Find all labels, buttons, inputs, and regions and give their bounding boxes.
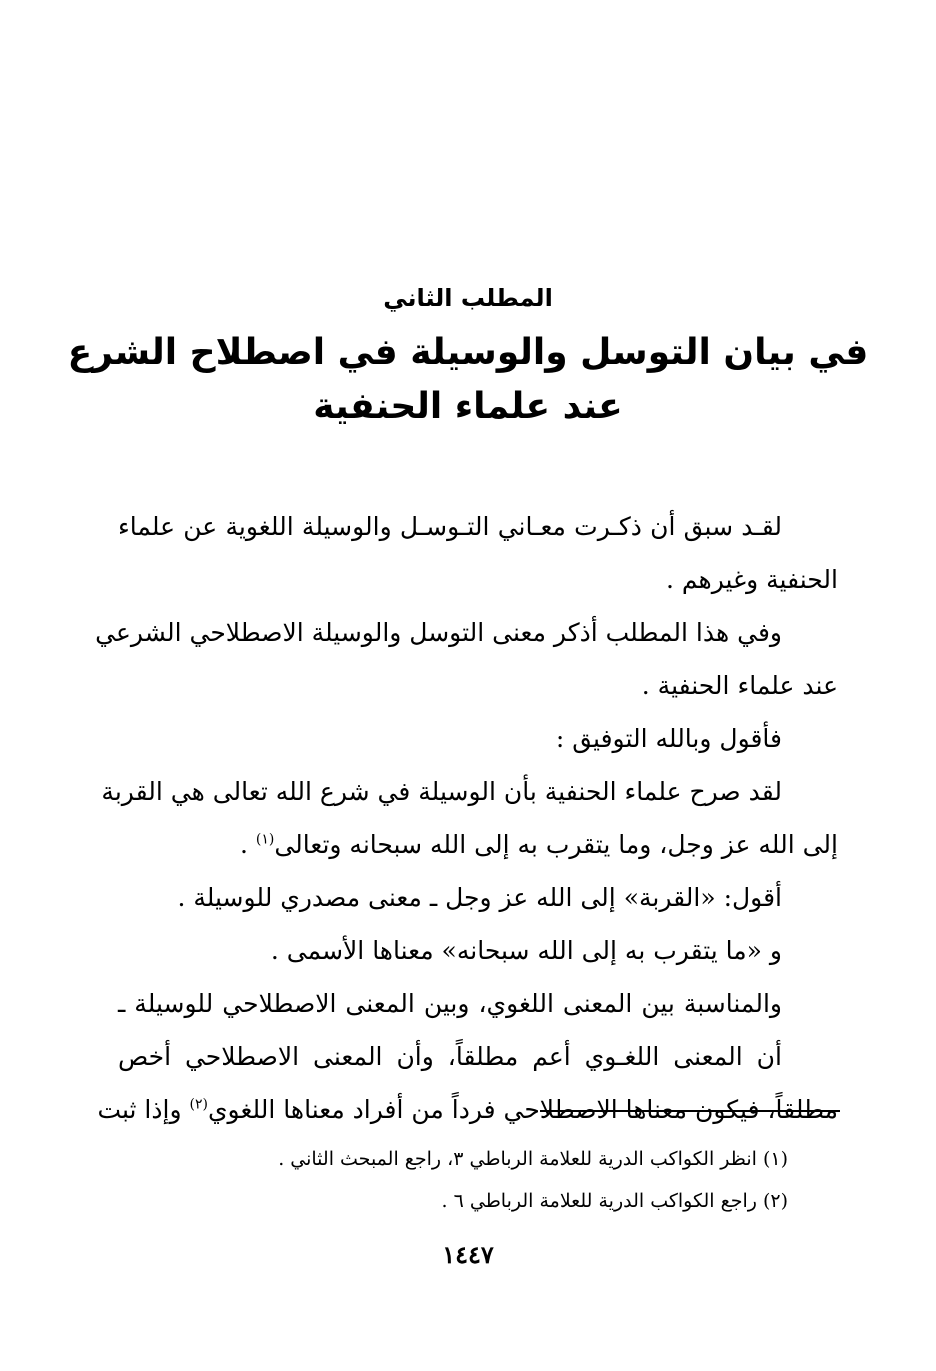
footnote-1: (١) انظر الكواكب الدرية للعلامة الرباطي ٣، راجع المبحث الثاني . — [278, 1148, 788, 1170]
text-line-7 — [118, 818, 838, 871]
text-line-5: فأقول وبالله التوفيق : — [555, 724, 782, 753]
footnotes — [118, 1138, 788, 1222]
text-line-12-tail: وإذا ثبت — [97, 1095, 182, 1124]
text-line-1: لقـد سبق أن ذكـرت معـاني التـوسـل والوسيلة اللغوية عن علماء — [118, 512, 782, 541]
footnote-2: (٢) راجع الكواكب الدرية للعلامة الرباطي ٦ . — [441, 1190, 788, 1212]
body-text — [95, 500, 838, 1136]
text-line-7-tail: . — [239, 830, 256, 859]
footnote-divider — [540, 1110, 840, 1112]
text-line-9: و «ما يتقرب به إلى الله سبحانه» معناها الأسمى . — [270, 936, 782, 965]
footnote-ref-2: (٢) — [189, 1096, 208, 1113]
page-number: ١٤٤٧ — [442, 1240, 494, 1269]
text-line-3: وفي هذا المطلب أذكر معنى التوسل والوسيلة الاصطلاحي الشرعي — [95, 618, 782, 647]
text-line-6: لقد صرح علماء الحنفية بأن الوسيلة في شرع الله تعالى هي القربة — [101, 777, 782, 806]
section-title-line-1: في بيان التوسل والوسيلة في اصطلاح الشرع — [67, 332, 869, 373]
heading-block — [0, 278, 936, 434]
text-line-12-body: مطلقاً، فيكون معناها الاصطلاحي فرداً من أفراد معناها اللغوي — [207, 1095, 838, 1124]
text-line-4: عند علماء الحنفية . — [641, 671, 838, 700]
text-line-8: أقول: «القربة» إلى الله عز وجل ـ معنى مصدري للوسيلة . — [177, 883, 782, 912]
text-line-10: والمناسبة بين المعنى اللغوي، وبين المعنى الاصطلاحي للوسيلة ـ — [118, 989, 782, 1018]
section-subtitle: المطلب الثاني — [383, 284, 553, 312]
footnote-ref-1: (١) — [255, 831, 275, 848]
text-line-7-body: إلى الله عز وجل، وما يتقرب به إلى الله سبحانه وتعالى — [274, 830, 838, 859]
section-title-line-2: عند علماء الحنفية — [313, 386, 623, 427]
text-line-2: الحنفية وغيرهم . — [666, 565, 838, 594]
text-line-11: أن المعنى اللغـوي أعم مطلقاً، وأن المعنى الاصطلاحي أخص — [118, 1042, 782, 1071]
